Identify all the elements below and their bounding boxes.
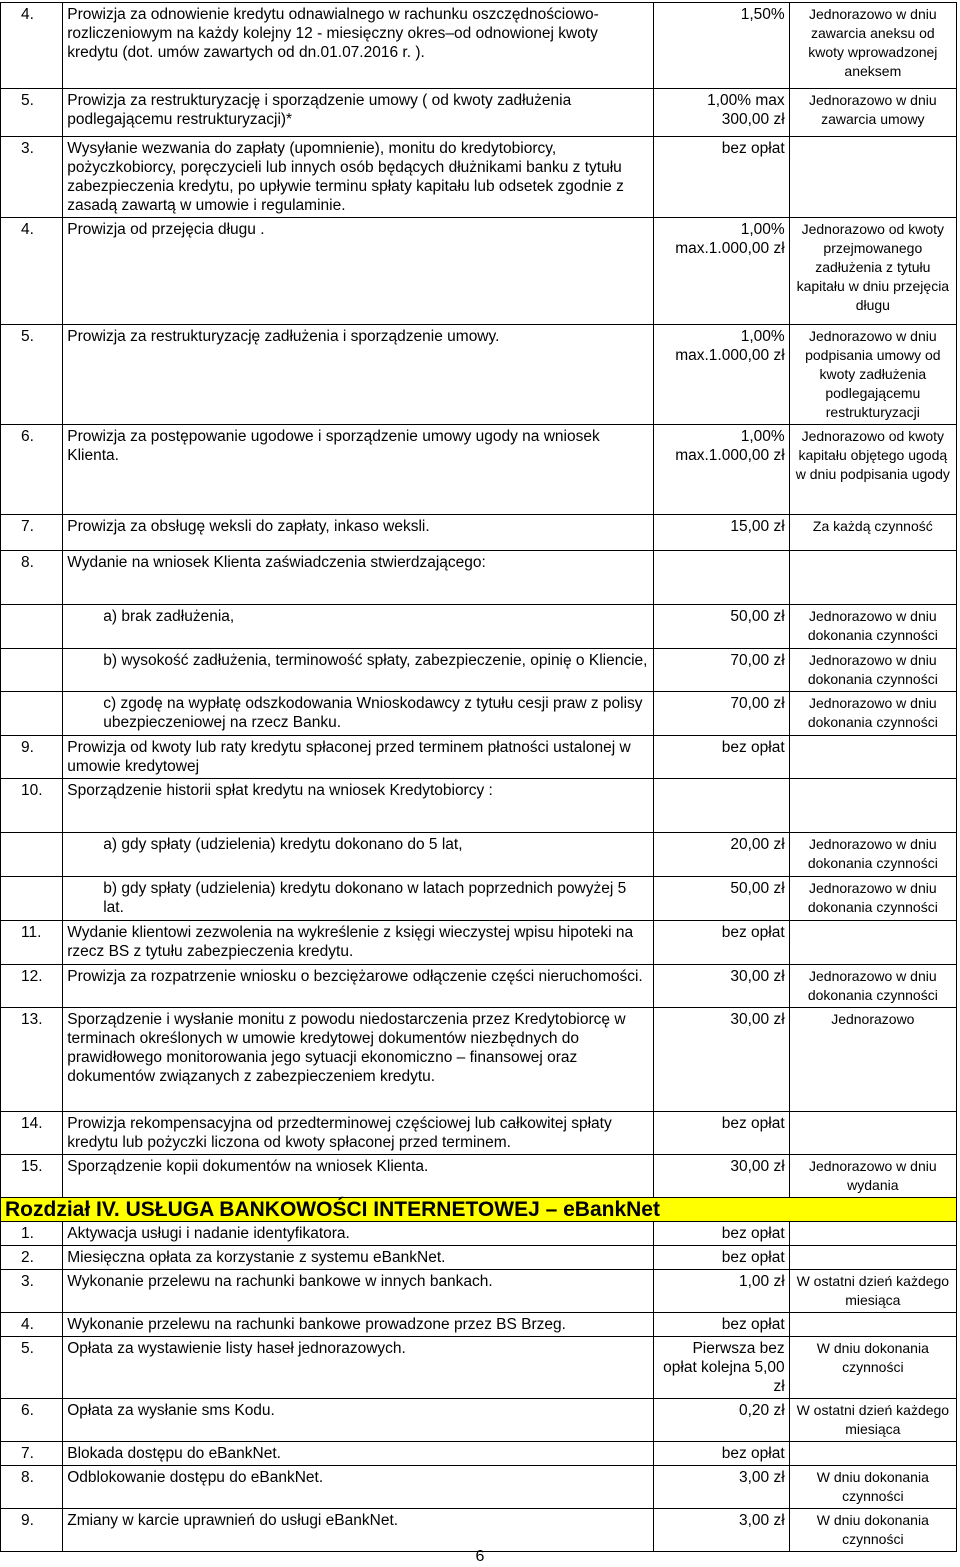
row-amount: bez opłat bbox=[653, 736, 789, 779]
row-description: Wysyłanie wezwania do zapłaty (upomnienie), monitu do kredytobiorcy, pożyczkobiorcy, poręczycieli lub innych osób będących dłużnikami banku z tytułu zabezpieczenia kredytu, po upływie terminu spłaty kapitału lub odsetek zgodnie z zasadą zawartą w umowie i regulaminie. bbox=[63, 137, 654, 218]
row-amount: 3,00 zł bbox=[653, 1509, 789, 1552]
table-subrow bbox=[1, 692, 957, 736]
row-amount: 30,00 zł bbox=[653, 1008, 789, 1112]
row-timing bbox=[789, 736, 956, 779]
row-description: Prowizja za obsługę weksli do zapłaty, inkaso weksli. bbox=[63, 515, 654, 551]
section-header-row bbox=[1, 1198, 957, 1222]
row-timing bbox=[789, 779, 956, 833]
subrow-timing: Jednorazowo w dniu dokonania czynności bbox=[789, 649, 956, 692]
row-description: Odblokowanie dostępu do eBankNet. bbox=[63, 1466, 654, 1509]
page-number: 6 bbox=[475, 1548, 485, 1565]
row-number: 5. bbox=[1, 1337, 63, 1399]
row-timing bbox=[789, 1112, 956, 1155]
row-number: 13. bbox=[1, 1008, 63, 1112]
table-subrow bbox=[1, 877, 957, 921]
subrow-description: a) brak zadłużenia, bbox=[63, 605, 654, 649]
row-amount bbox=[653, 551, 789, 605]
row-amount: 30,00 zł bbox=[653, 1155, 789, 1198]
row-amount: 1,00% max.1.000,00 zł bbox=[653, 425, 789, 515]
table-row bbox=[1, 965, 957, 1008]
row-number: 4. bbox=[1, 218, 63, 325]
row-number: 9. bbox=[1, 1509, 63, 1552]
row-number: 6. bbox=[1, 425, 63, 515]
row-number-empty bbox=[1, 649, 63, 692]
row-description: Opłata za wystawienie listy haseł jednorazowych. bbox=[63, 1337, 654, 1399]
row-number: 4. bbox=[1, 3, 63, 89]
row-number-empty bbox=[1, 833, 63, 877]
row-description: Wydanie na wniosek Klienta zaświadczenia stwierdzającego: bbox=[63, 551, 654, 605]
table-row bbox=[1, 1442, 957, 1466]
row-amount: bez opłat bbox=[653, 921, 789, 965]
row-amount: bez opłat bbox=[653, 137, 789, 218]
table-row bbox=[1, 89, 957, 137]
table-row bbox=[1, 1466, 957, 1509]
row-timing: Jednorazowo w dniu zawarcia aneksu od kwoty wprowadzonej aneksem bbox=[789, 3, 956, 89]
table-row bbox=[1, 1155, 957, 1198]
table-row bbox=[1, 736, 957, 779]
row-amount: 30,00 zł bbox=[653, 965, 789, 1008]
row-timing: Jednorazowo w dniu podpisania umowy od kwoty zadłużenia podlegającemu restrukturyzacji bbox=[789, 325, 956, 425]
table-row bbox=[1, 325, 957, 425]
row-timing bbox=[789, 921, 956, 965]
row-description: Aktywacja usługi i nadanie identyfikatora. bbox=[63, 1222, 654, 1246]
row-description: Prowizja rekompensacyjna od przedterminowej częściowej lub całkowitej spłaty kredytu lub pożyczki liczona od kwoty spłaconej przed terminem. bbox=[63, 1112, 654, 1155]
table-row bbox=[1, 3, 957, 89]
row-description: Zmiany w karcie uprawnień do usługi eBankNet. bbox=[63, 1509, 654, 1552]
row-description: Prowizja za restrukturyzację zadłużenia i sporządzenie umowy. bbox=[63, 325, 654, 425]
table-row bbox=[1, 1222, 957, 1246]
row-description: Prowizja za rozpatrzenie wniosku o bezciężarowe odłączenie części nieruchomości. bbox=[63, 965, 654, 1008]
row-timing: Jednorazowo od kwoty kapitału objętego ugodą w dniu podpisania ugody bbox=[789, 425, 956, 515]
table-subrow bbox=[1, 833, 957, 877]
row-timing: Jednorazowo w dniu wydania bbox=[789, 1155, 956, 1198]
row-number: 7. bbox=[1, 515, 63, 551]
row-amount: Pierwsza bez opłat kolejna 5,00 zł bbox=[653, 1337, 789, 1399]
row-number: 6. bbox=[1, 1399, 63, 1442]
row-number-empty bbox=[1, 605, 63, 649]
table-row bbox=[1, 1399, 957, 1442]
table-row bbox=[1, 1313, 957, 1337]
section-title: Rozdział IV. USŁUGA BANKOWOŚCI INTERNETOWEJ – eBankNet bbox=[1, 1198, 957, 1222]
row-description: Sporządzenie i wysłanie monitu z powodu niedostarczenia przez Kredytobiorcę w terminach określonych w umowie kredytowej dokumentów niezbędnych do prawidłowego monitorowania jego sytuacji ekonomiczno – finansowej oraz dokumentów związanych z zabezpieczeniem kredytu. bbox=[63, 1008, 654, 1112]
table-row bbox=[1, 1246, 957, 1270]
table-row bbox=[1, 515, 957, 551]
subrow-amount: 50,00 zł bbox=[653, 605, 789, 649]
row-timing: Jednorazowo bbox=[789, 1008, 956, 1112]
row-amount: bez opłat bbox=[653, 1112, 789, 1155]
table-row bbox=[1, 1270, 957, 1313]
table-row bbox=[1, 425, 957, 515]
row-timing bbox=[789, 1313, 956, 1337]
row-number: 4. bbox=[1, 1313, 63, 1337]
row-number: 3. bbox=[1, 137, 63, 218]
row-number: 5. bbox=[1, 89, 63, 137]
table-subrow bbox=[1, 649, 957, 692]
row-timing bbox=[789, 1246, 956, 1270]
row-number: 1. bbox=[1, 1222, 63, 1246]
table-subrow bbox=[1, 605, 957, 649]
row-timing bbox=[789, 1442, 956, 1466]
subrow-timing: Jednorazowo w dniu dokonania czynności bbox=[789, 833, 956, 877]
row-timing: W ostatni dzień każdego miesiąca bbox=[789, 1399, 956, 1442]
row-number: 15. bbox=[1, 1155, 63, 1198]
row-number: 8. bbox=[1, 551, 63, 605]
table-row bbox=[1, 218, 957, 325]
row-number: 2. bbox=[1, 1246, 63, 1270]
row-amount: 1,50% bbox=[653, 3, 789, 89]
row-description: Prowizja za postępowanie ugodowe i sporządzenie umowy ugody na wniosek Klienta. bbox=[63, 425, 654, 515]
subrow-timing: Jednorazowo w dniu dokonania czynności bbox=[789, 692, 956, 736]
row-number: 3. bbox=[1, 1270, 63, 1313]
row-description: Sporządzenie kopii dokumentów na wniosek Klienta. bbox=[63, 1155, 654, 1198]
row-timing: Jednorazowo w dniu zawarcia umowy bbox=[789, 89, 956, 137]
row-number: 8. bbox=[1, 1466, 63, 1509]
row-timing bbox=[789, 1222, 956, 1246]
subrow-description: a) gdy spłaty (udzielenia) kredytu dokonano do 5 lat, bbox=[63, 833, 654, 877]
table-row bbox=[1, 1008, 957, 1112]
row-timing: Za każdą czynność bbox=[789, 515, 956, 551]
row-timing: Jednorazowo w dniu dokonania czynności bbox=[789, 965, 956, 1008]
row-amount: 1,00% max 300,00 zł bbox=[653, 89, 789, 137]
row-description: Opłata za wysłanie sms Kodu. bbox=[63, 1399, 654, 1442]
subrow-timing: Jednorazowo w dniu dokonania czynności bbox=[789, 877, 956, 921]
subrow-amount: 70,00 zł bbox=[653, 692, 789, 736]
row-timing bbox=[789, 137, 956, 218]
row-amount: 1,00 zł bbox=[653, 1270, 789, 1313]
table-row bbox=[1, 1509, 957, 1552]
table-row bbox=[1, 1337, 957, 1399]
row-number: 12. bbox=[1, 965, 63, 1008]
row-timing: W dniu dokonania czynności bbox=[789, 1509, 956, 1552]
row-number-empty bbox=[1, 877, 63, 921]
row-amount bbox=[653, 779, 789, 833]
row-amount: 1,00% max.1.000,00 zł bbox=[653, 218, 789, 325]
row-amount: 3,00 zł bbox=[653, 1466, 789, 1509]
row-number: 10. bbox=[1, 779, 63, 833]
row-description: Miesięczna opłata za korzystanie z systemu eBankNet. bbox=[63, 1246, 654, 1270]
subrow-amount: 20,00 zł bbox=[653, 833, 789, 877]
row-description: Wydanie klientowi zezwolenia na wykreślenie z księgi wieczystej wpisu hipoteki na rzecz BS z tytułu zabezpieczenia kredytu. bbox=[63, 921, 654, 965]
fee-table bbox=[0, 2, 957, 1552]
row-description: Blokada dostępu do eBankNet. bbox=[63, 1442, 654, 1466]
row-amount: 0,20 zł bbox=[653, 1399, 789, 1442]
table-row bbox=[1, 921, 957, 965]
table-row bbox=[1, 551, 957, 605]
row-description: Sporządzenie historii spłat kredytu na wniosek Kredytobiorcy : bbox=[63, 779, 654, 833]
row-number: 5. bbox=[1, 325, 63, 425]
row-amount: bez opłat bbox=[653, 1246, 789, 1270]
row-timing: W ostatni dzień każdego miesiąca bbox=[789, 1270, 956, 1313]
row-number: 11. bbox=[1, 921, 63, 965]
row-number-empty bbox=[1, 692, 63, 736]
row-number: 14. bbox=[1, 1112, 63, 1155]
row-amount: bez opłat bbox=[653, 1222, 789, 1246]
row-timing: Jednorazowo od kwoty przejmowanego zadłużenia z tytułu kapitału w dniu przejęcia długu bbox=[789, 218, 956, 325]
fee-table-body bbox=[1, 3, 957, 1552]
row-description: Prowizja za restrukturyzację i sporządzenie umowy ( od kwoty zadłużenia podlegającemu restrukturyzacji)* bbox=[63, 89, 654, 137]
row-timing: W dniu dokonania czynności bbox=[789, 1337, 956, 1399]
subrow-description: b) wysokość zadłużenia, terminowość spłaty, zabezpieczenie, opinię o Kliencie, bbox=[63, 649, 654, 692]
subrow-amount: 50,00 zł bbox=[653, 877, 789, 921]
row-description: Wykonanie przelewu na rachunki bankowe prowadzone przez BS Brzeg. bbox=[63, 1313, 654, 1337]
row-description: Wykonanie przelewu na rachunki bankowe w innych bankach. bbox=[63, 1270, 654, 1313]
row-amount: 15,00 zł bbox=[653, 515, 789, 551]
row-amount: bez opłat bbox=[653, 1313, 789, 1337]
table-row bbox=[1, 779, 957, 833]
subrow-amount: 70,00 zł bbox=[653, 649, 789, 692]
row-description: Prowizja za odnowienie kredytu odnawialnego w rachunku oszczędnościowo-rozliczeniowym na każdy kolejny 12 - miesięczny okres–od odnowionej kwoty kredytu (dot. umów zawartych od dn.01.07.2016 r. ). bbox=[63, 3, 654, 89]
row-timing bbox=[789, 551, 956, 605]
row-number: 7. bbox=[1, 1442, 63, 1466]
row-amount: 1,00% max.1.000,00 zł bbox=[653, 325, 789, 425]
row-description: Prowizja od kwoty lub raty kredytu spłaconej przed terminem płatności ustalonej w umowie kredytowej bbox=[63, 736, 654, 779]
table-row bbox=[1, 137, 957, 218]
row-amount: bez opłat bbox=[653, 1442, 789, 1466]
subrow-description: c) zgodę na wypłatę odszkodowania Wnioskodawcy z tytułu cesji praw z polisy ubezpieczeniowej na rzecz Banku. bbox=[63, 692, 654, 736]
row-description: Prowizja od przejęcia długu . bbox=[63, 218, 654, 325]
row-timing: W dniu dokonania czynności bbox=[789, 1466, 956, 1509]
subrow-description: b) gdy spłaty (udzielenia) kredytu dokonano w latach poprzednich powyżej 5 lat. bbox=[63, 877, 654, 921]
row-number: 9. bbox=[1, 736, 63, 779]
table-row bbox=[1, 1112, 957, 1155]
subrow-timing: Jednorazowo w dniu dokonania czynności bbox=[789, 605, 956, 649]
